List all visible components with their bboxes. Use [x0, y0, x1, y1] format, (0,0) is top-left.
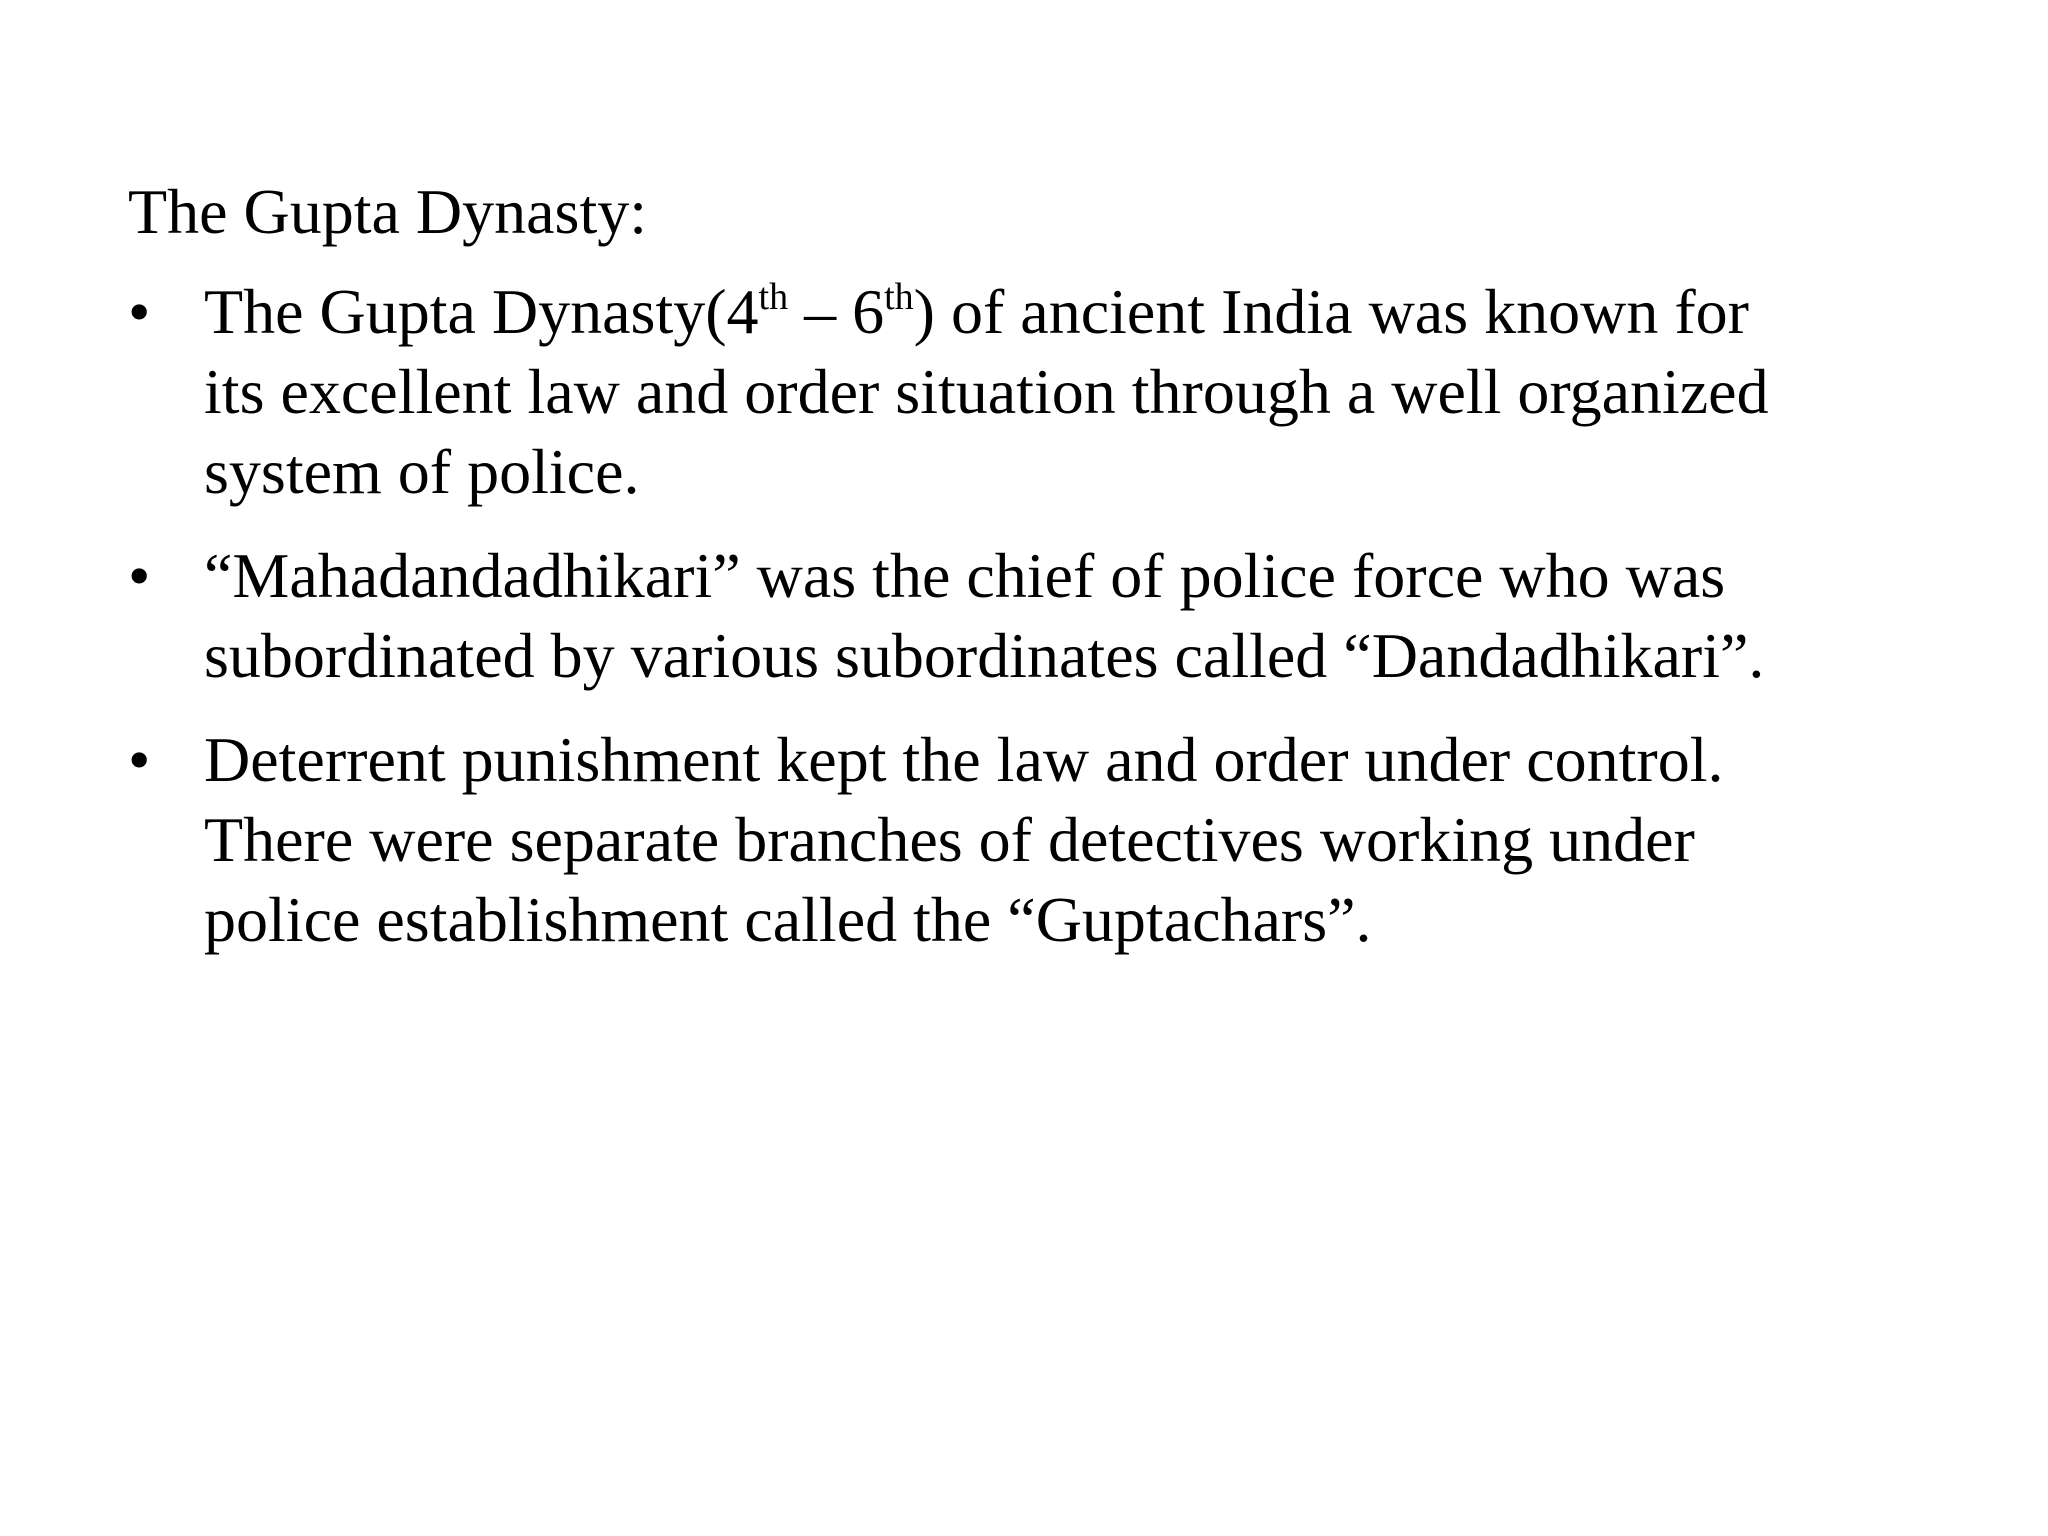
bullet-line: police establishment called the “Guptachars”. [204, 884, 1372, 955]
bullet-icon: • [128, 724, 151, 795]
bullet-icon: • [128, 276, 151, 347]
bullet-line: Deterrent punishment kept the law and order under control. [204, 724, 1724, 795]
bullet-item-deterrent-punishment [128, 720, 1928, 960]
superscript-text: th [758, 276, 789, 318]
bullet-line: system of police. [204, 436, 640, 507]
bullet-list [128, 272, 1928, 984]
bullet-text: ) of ancient India was known for [913, 276, 1749, 347]
bullet-line: “Mahadandadhikari” was the chief of police force who was [204, 540, 1726, 611]
bullet-line: its excellent law and order situation through a well organized [204, 356, 1769, 427]
bullet-line [204, 272, 1928, 352]
bullet-line: subordinated by various subordinates called “Dandadhikari”. [204, 620, 1765, 691]
bullet-text: – 6 [788, 276, 885, 347]
superscript-text: th [884, 276, 914, 318]
bullet-item-mahadandadhikari [128, 536, 1928, 696]
bullet-text: The Gupta Dynasty(4 [204, 276, 759, 347]
slide-heading: The Gupta Dynasty: [128, 176, 647, 247]
bullet-item-gupta-dynasty [128, 272, 1928, 512]
bullet-line: There were separate branches of detectives working under [204, 804, 1695, 875]
bullet-icon: • [128, 540, 151, 611]
